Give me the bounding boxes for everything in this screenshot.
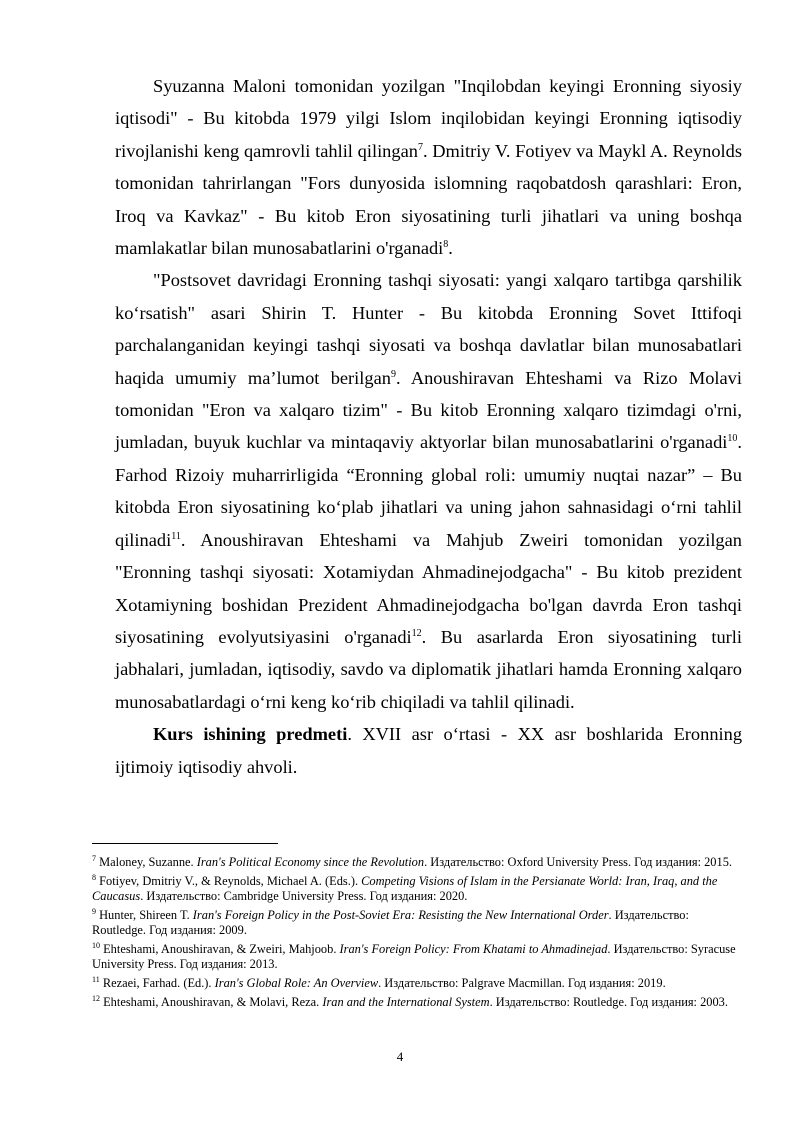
footnote-title: Iran's Global Role: An Overview bbox=[214, 976, 379, 990]
footnote-author: Ehteshami, Anoushiravan, & Zweiri, Mahjoob. bbox=[103, 942, 340, 956]
body-text bbox=[115, 70, 742, 783]
footnote-publisher: . Издательство: Oxford University Press. Год издания: 2015. bbox=[424, 855, 732, 869]
footnote-publisher: . Издательство: Palgrave Macmillan. Год издания: 2019. bbox=[378, 976, 666, 990]
page-number: 4 bbox=[396, 1049, 404, 1064]
paragraph-text: . Anoushiravan Ehteshami va Rizo Molavi tomonidan "Eron va xalqaro tizim" - Bu kitob Eronning xalqaro tizimdagi o'rni, jumladan, buyuk kuchlar va mintaqaviy aktyorlar bilan munosabatlarini o'rganadi bbox=[115, 367, 742, 453]
footnote-title: Iran and the International System bbox=[322, 995, 490, 1009]
footnote-title: Iran's Foreign Policy: From Khatami to Ahmadinejad bbox=[339, 942, 608, 956]
paragraph-text: Syuzanna Maloni tomonidan yozilgan "Inqilobdan keyingi Eronning siyosiy iqtisodi" - Bu kitobda 1979 yilgi Islom inqilobidan keyingi Eronning iqtisodiy rivojlanishi keng qamrovli tahlil qilingan bbox=[115, 76, 742, 161]
paragraph-text: . Anoushiravan Ehteshami va Mahjub Zweiri tomonidan yozilgan "Eronning tashqi siyosati: Xotamiydan Ahmadinejodgacha" - Bu kitob prezident Xotamiyning boshidan Prezident Ahmadinejodgacha bo'lgan davrda Eron tashqi siyosatining evolyutsiyasini o'rganadi bbox=[115, 529, 742, 647]
footnote-publisher: . Издательство: Routledge. Год издания: 2009. bbox=[92, 908, 689, 937]
footnote bbox=[92, 995, 742, 1010]
footnote-ref: 12 bbox=[411, 627, 422, 639]
footnote bbox=[92, 855, 742, 870]
paragraph-text: "Postsovet davridagi Eronning tashqi siyosati: yangi xalqaro tartibga qarshilik ko‘rsatish" asari Shirin T. Hunter - Bu kitobda Eronning Sovet Ittifoqi parchalanganidan keyingi tashqi siyosati va boshqa davlatlar bilan munosabatlari haqida umumiy ma’lumot berilgan bbox=[115, 270, 742, 388]
footnote-number: 12 bbox=[92, 993, 100, 1003]
footnote-title: Iran's Foreign Policy in the Post-Soviet Era: Resisting the New International Order bbox=[192, 908, 609, 922]
footnote-publisher: . Издательство: Cambridge University Press. Год издания: 2020. bbox=[140, 889, 468, 903]
footnote-ref: 7 bbox=[417, 141, 423, 153]
footnote-number: 8 bbox=[92, 872, 96, 882]
paragraph-text: . bbox=[448, 238, 453, 259]
footnote-title: Competing Visions of Islam in the Persianate World: Iran, Iraq, and the Caucasus bbox=[92, 874, 718, 903]
footnote-title: Iran's Political Economy since the Revolution bbox=[196, 855, 425, 869]
footnote-author: Rezaei, Farhad. (Ed.). bbox=[102, 976, 215, 990]
paragraph-text: . XVII asr o‘rtasi - XX asr boshlarida Eronning ijtimoiy iqtisodiy ahvoli. bbox=[115, 724, 743, 777]
paragraph-text: . Dmitriy V. Fotiyev va Maykl A. Reynolds tomonidan tahrirlangan "Fors dunyosida islomning raqobatdosh qarashlari: Eron, Iroq va Kavkaz" - Bu kitob Eron siyosatining turli jihatlari va uning boshqa mamlakatlar bilan munosabatlarini o'rganadi bbox=[115, 140, 742, 259]
footnote-number: 9 bbox=[92, 906, 96, 916]
footnote-number: 10 bbox=[92, 940, 100, 950]
bold-heading: Kurs ishining predmeti bbox=[153, 724, 348, 745]
footnote-ref: 11 bbox=[171, 530, 181, 542]
footnote-author: Ehteshami, Anoushiravan, & Molavi, Reza. bbox=[103, 995, 323, 1009]
paragraph bbox=[115, 264, 742, 718]
footnote-author: Maloney, Suzanne. bbox=[99, 855, 197, 869]
footnote-author: Hunter, Shireen T. bbox=[99, 908, 193, 922]
footnote-number: 7 bbox=[92, 853, 96, 863]
footnote-publisher: . Издательство: Syracuse University Press. Год издания: 2013. bbox=[92, 942, 736, 971]
footnote-ref: 9 bbox=[390, 368, 396, 380]
footnote-ref: 10 bbox=[727, 433, 738, 445]
footnote bbox=[92, 942, 742, 972]
paragraph-text: . Bu asarlarda Eron siyosatining turli jabhalari, jumladan, iqtisodiy, savdo va diplomatik jihatlari hamda Eronning xalqaro munosabatlardagi o‘rni keng ko‘rib chiqiladi va tahlil qilinadi. bbox=[115, 626, 742, 712]
footnote-number: 11 bbox=[92, 974, 100, 984]
footnote bbox=[92, 976, 742, 991]
footnote-ref: 8 bbox=[443, 238, 449, 250]
footnote-separator bbox=[92, 843, 278, 844]
footnote bbox=[92, 908, 742, 938]
paragraph-text: . Farhod Rizoiy muharrirligida “Eronning global roli: umumiy nuqtai nazar” – Bu kitobda Eron siyosatining ko‘plab jihatlari va uning jahon sahnasidagi o‘rni tahlil qilinadi bbox=[115, 432, 742, 550]
footnote-author: Fotiyev, Dmitriy V., & Reynolds, Michael A. (Eds.). bbox=[99, 874, 362, 888]
footnote bbox=[92, 874, 742, 904]
paragraph bbox=[115, 70, 742, 264]
footnotes bbox=[92, 855, 742, 1014]
paragraph bbox=[115, 718, 742, 783]
footnote-publisher: . Издательство: Routledge. Год издания: 2003. bbox=[489, 995, 728, 1009]
